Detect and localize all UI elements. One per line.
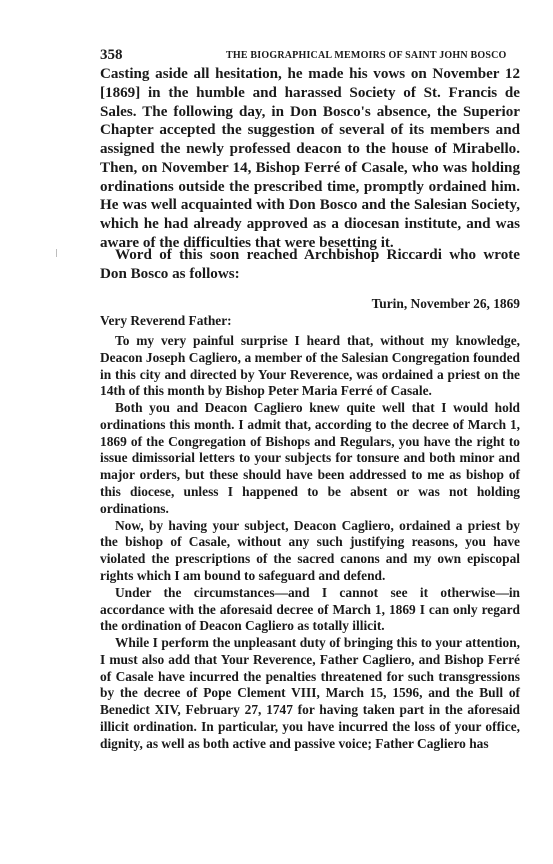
letter-body <box>100 333 520 753</box>
letter-paragraph: While I perform the unpleasant duty of bringing this to your attention, I must also add that Your Reverence, Father Cagliero, and Bishop Ferré of Casale have incurred the penalties threatened for such transgressions by the decree of Pope Clement VIII, March 15, 1596, and the Bull of Benedict XIV, February 27, 1747 for having taken part in the aforesaid illicit ordination. In particular, you have incurred the loss of your office, dignity, as well as both active and passive voice; Father Cagliero has <box>100 635 520 751</box>
margin-mark <box>56 249 57 257</box>
letter-paragraph: To my very painful surprise I heard that, without my knowledge, Deacon Joseph Cagliero, a member of the Salesian Congregation founded in this city and directed by Your Reverence, was ordained a priest on the 14th of this month by Bishop Peter Maria Ferré of Casale. <box>100 333 520 399</box>
narrative-paragraph: Casting aside all hesitation, he made his vows on November 12 [1869] in the humble and harassed Society of St. Francis de Sales. The following day, in Don Bosco's absence, the Superior Chapter accepted the suggestion of several of its members and assigned the newly professed deacon to the house of Mirabello. Then, on November 14, Bishop Ferré of Casale, who was holding ordinations outside the prescribed time, promptly ordained him. He was well acquainted with Don Bosco and the Salesian Society, which he had already approved as a diocesan institute, and was aware of the difficulties that were besetting it. <box>100 66 520 251</box>
running-head: THE BIOGRAPHICAL MEMOIRS OF SAINT JOHN BOSCO <box>226 50 507 61</box>
page-number: 358 <box>100 47 123 63</box>
letter-paragraph: Both you and Deacon Cagliero knew quite well that I would hold ordinations this month. I admit that, according to the decree of March 1, 1869 of the Congregation of Bishops and Regulars, you have the right to issue dimissorial letters to your subjects for tonsure and both minor and major orders, but these should have been addressed to me as bishop of this diocese, unless I happened to be absent or was not holding ordinations. <box>100 400 520 516</box>
letter-salutation: Very Reverend Father: <box>100 313 232 328</box>
letter-date: Turin, November 26, 1869 <box>371 296 520 311</box>
page-header <box>100 47 520 67</box>
letter-paragraph: Now, by having your subject, Deacon Cagliero, ordained a priest by the bishop of Casale, without any such justifying reasons, you have violated the prescriptions of the sacred canons and my own episcopal rights which I am bound to safeguard and defend. <box>100 517 520 583</box>
letter-paragraph: Under the circumstances—and I cannot see it otherwise—in accordance with the aforesaid decree of March 1, 1869 I can only regard the ordination of Deacon Cagliero as totally illicit. <box>100 584 520 634</box>
narrative-paragraph: Word of this soon reached Archbishop Riccardi who wrote Don Bosco as follows: <box>100 247 520 282</box>
